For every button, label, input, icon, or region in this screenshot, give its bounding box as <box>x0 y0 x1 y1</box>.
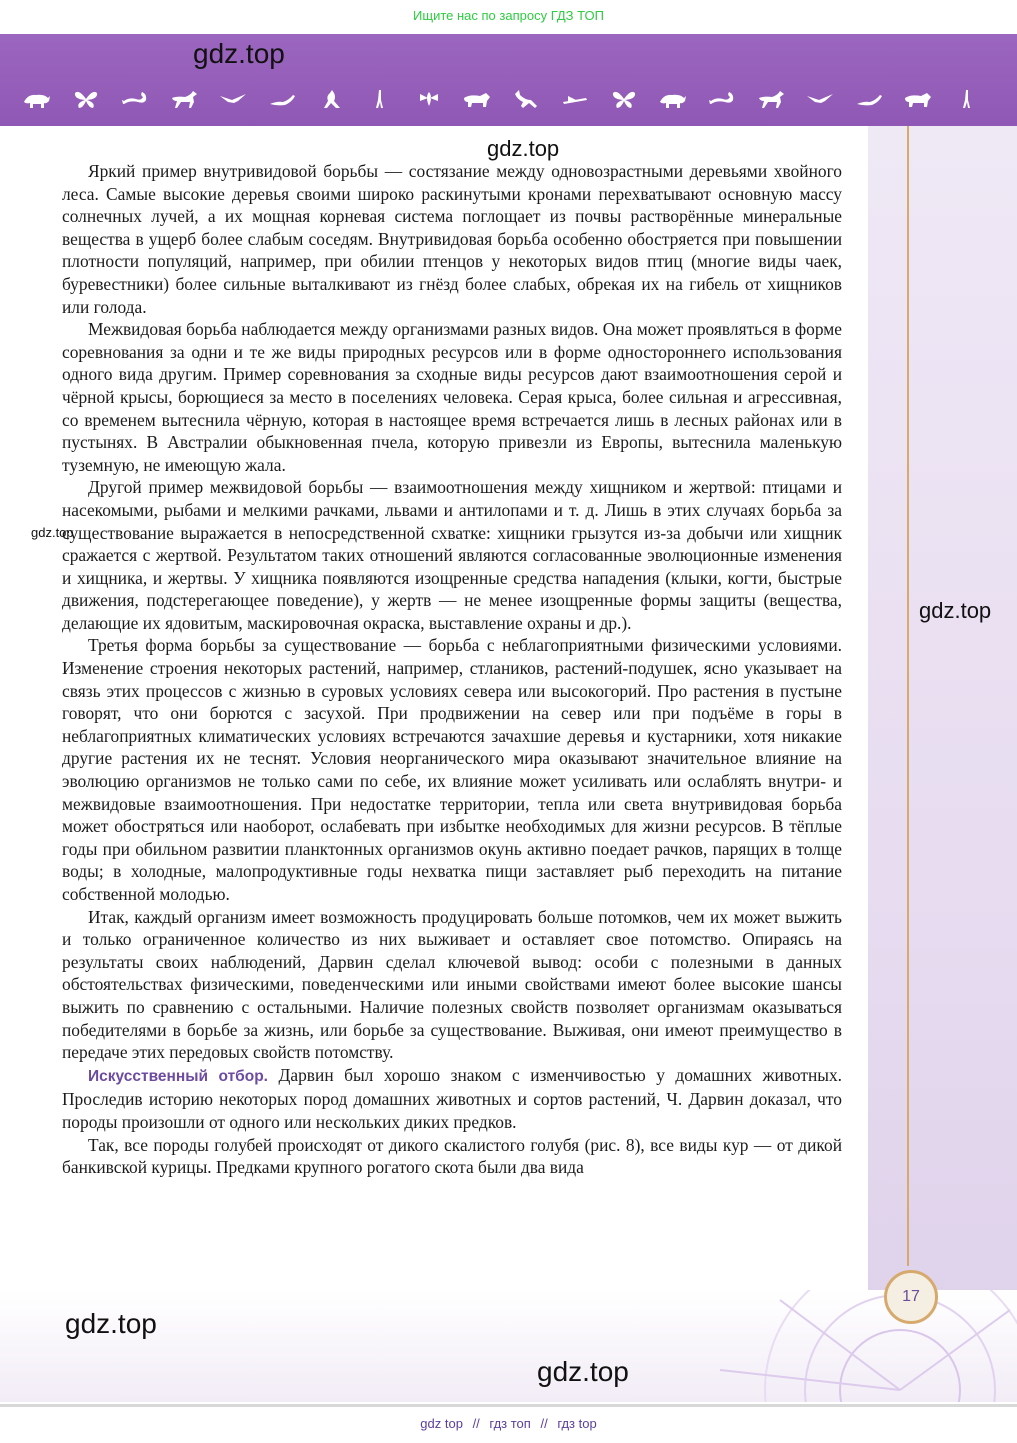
search-hint-text: Ищите нас по запросу ГДЗ ТОП <box>413 8 604 23</box>
butterfly-icon <box>609 88 639 115</box>
bird-icon <box>952 88 982 115</box>
insect-icon <box>414 88 444 115</box>
right-margin-panel <box>868 126 1017 1402</box>
paragraph-physical-conditions: Третья форма борьбы за существование — борьба с неблагоприятными физическими условиями. Изменение строения некоторых растений, например, стлаников, растений-подушек, ясно указывает на связь этих процессов с жизнью в суровых условиях севера или высокогорий. Про растения в пустыне говорят, что они борются с засухой. При продвижении на север или при подъёме в горы в неблагоприятных климатических условиях встречаются зачахшие деревья и кустарники, хотя никакие другие растения их не теснят. Условия неорганического мира оказывают значительное влияние на эволюцию организмов не только сами по себе, их влияние может усиливать или ослаблять внутри- и межвидовые взаимоотношения. При недостатке территории, тепла или света внутривидовая борьба может обостряться или наоборот, ослабевать при избытке необходимых для жизни ресурсов. В тёплые годы при обильном развитии планктонных организмов окунь активно поедает рачков, парящих в толще воды; в холодные, малопродуктивные годы нехватка пищи заставляет рыб переходить на питание собственной молодью. <box>62 635 842 904</box>
paragraph-conclusion: Итак, каждый организм имеет возможность продуцировать больше потомков, чем их может выжить и только ограниченное количество из них выживает и оставляет свое потомство. Опираясь на результаты своих наблюдений, Дарвин сделал ключевой вывод: особи с полезными в данных обстоятельствах физическими, поведенческими или иными свойствами имеют более высокие шансы выжить по сравнению с остальными. Наличие полезных свойств позволяет организмам оказываться победителями в борьбе за жизнь, или борьбе за существование. Выживая, они имеют преимущество в передаче этих передовых свойств потомству. <box>62 906 842 1063</box>
footer-link-gdz-top-ru[interactable]: гдз топ <box>489 1416 531 1431</box>
paragraph-interspecific: Межвидовая борьба наблюдается между организмами разных видов. Она может проявляться в форме соревнования за одни и те же виды природных ресурсов или в форме одностороннего использования одного вида другим. Пример соревнования за сходные виды ресурсов дают взаимоотношения серой и чёрной крысы, борющиеся за место в поселениях человека. Серая крыса, более сильная и агрессивная, со временем вытеснила чёрную, которая в настоящее время встречается лишь в лесных районах или в пустынях. В Австралии обыкновенная пчела, которую привезли из Европы, вытеснила маленькую туземную, не имеющую жала. <box>62 319 842 475</box>
bull-icon <box>462 88 492 115</box>
animal-icon-strip <box>22 86 982 116</box>
section-heading-artificial-selection: Искусственный отбор. <box>88 1067 268 1085</box>
compass-rose-decoration <box>0 1290 1017 1402</box>
footer-link-gdz-top-mixed[interactable]: гдз top <box>557 1416 597 1431</box>
pterodactyl-icon <box>218 88 248 115</box>
bottom-decoration <box>0 1290 1017 1402</box>
butterfly-icon <box>71 88 101 115</box>
scorpion-icon <box>707 88 737 115</box>
paragraph-artificial-selection <box>62 1064 842 1134</box>
pterodactyl-icon <box>805 88 835 115</box>
footer-links <box>0 1404 1017 1443</box>
horse-icon <box>756 88 786 115</box>
paragraph-pigeons: Так, все породы голубей происходят от дикого скалистого голубя (рис. 8), все виды кур — от дикой банкивской курицы. Предками крупного рогатого скота были два вида <box>62 1134 842 1178</box>
watermark-banner: gdz.top <box>193 38 285 69</box>
footer-separator: // <box>472 1416 480 1431</box>
horse-icon <box>169 88 199 115</box>
page-number: 17 <box>884 1270 938 1324</box>
lizard-icon <box>854 88 884 115</box>
paragraph-artificial-selection-text: Дарвин был хорошо знаком с изменчивостью у домашних животных. Проследив историю некоторых пород домашних животных и сортов растений, Ч. Дарвин доказал, что породы произошли от одного или нескольких диких предков. <box>62 1064 842 1132</box>
article-body <box>62 160 842 1179</box>
cat-icon <box>511 88 541 115</box>
paragraph-intraspecific: Яркий пример внутривидовой борьбы — состязание между одновозрастными деревьями хвойного леса. Самые высокие деревья своими широко раскинутыми кронами перехватывают основную массу солнечных лучей, а их мощная корневая система поглощает из почвы растворённые минеральные вещества в ущерб более слабым соседям. Внутривидовая борьба особенно обостряется при повышении плотности популяций, например, при обилии птенцов у некоторых видов птиц (многие виды чаек, буревестники) более сильные выталкивают из гнёзд более слабых, обрекая их на гибель от хищников или голода. <box>62 161 842 317</box>
watermark-bottom-center: gdz.top <box>537 1356 629 1387</box>
watermark-left-margin: gdz.top <box>31 525 74 540</box>
search-hint-bar <box>0 0 1017 32</box>
bird-icon <box>365 88 395 115</box>
watermark-bottom-left: gdz.top <box>65 1308 157 1339</box>
dragonfly-icon <box>560 88 590 115</box>
margin-rule <box>907 126 909 1266</box>
kangaroo-icon <box>316 88 346 115</box>
watermark-right-panel: gdz.top <box>919 598 992 623</box>
scorpion-icon <box>120 88 150 115</box>
watermark-top-center: gdz.top <box>487 136 560 161</box>
footer-link-gdz-top[interactable]: gdz top <box>420 1416 463 1431</box>
lizard-icon <box>267 88 297 115</box>
bull-icon <box>903 88 933 115</box>
footer-separator: // <box>540 1416 548 1431</box>
rhino-icon <box>22 88 52 115</box>
paragraph-predator-prey: Другой пример межвидовой борьбы — взаимоотношения между хищником и жертвой: птицами и насекомыми, рыбами и мелкими рачками, львами и антилопами и т. д. Лишь в этих случаях борьба за существование выражается в непосредственной схватке: хищники грызутся из-за добычи или хищник сражается с жертвой. Результатом таких отношений являются согласованные эволюционные изменения и хищника, и жертвы. У хищника появляются изощренные средства нападения (клыки, когти, быстрые движения, подстерегающее поведение), у жертв — не менее изощренные формы защиты (вещества, делающие их ядовитым, маскировочная окраска, выставление охраны и др.). <box>62 477 842 633</box>
rhino-icon <box>658 88 688 115</box>
